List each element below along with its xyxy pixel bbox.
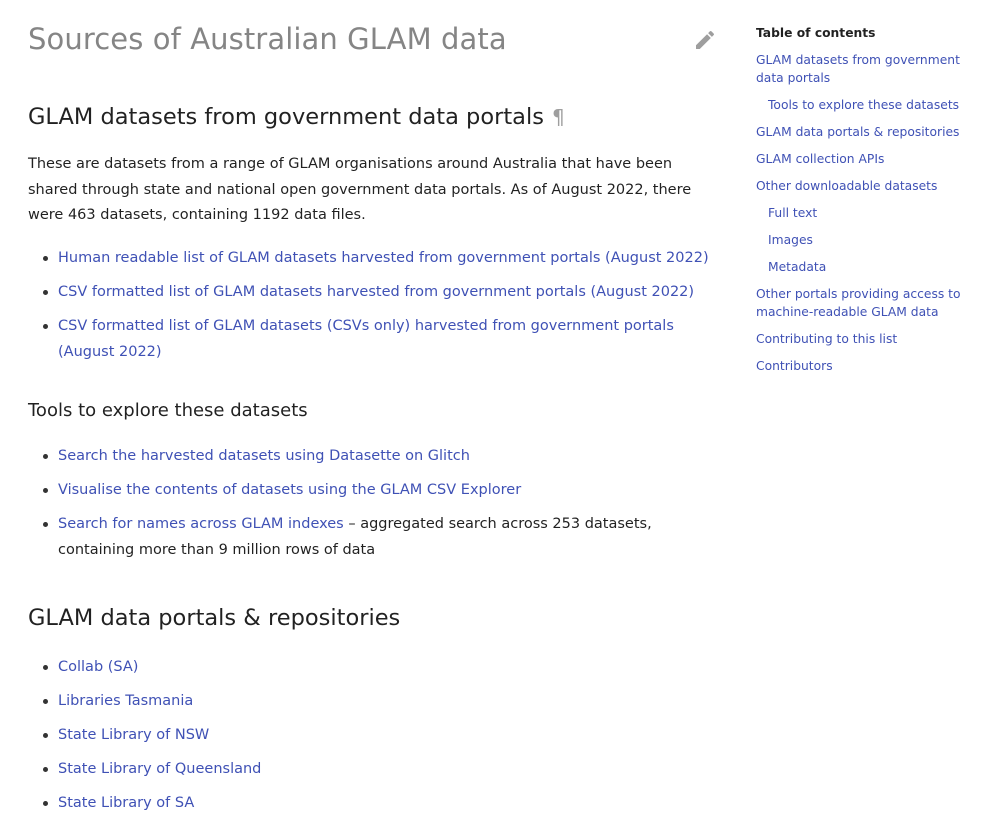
pencil-icon[interactable] — [693, 28, 717, 52]
toc-item — [756, 150, 976, 168]
link-csv-explorer[interactable]: Visualise the contents of datasets using the GLAM CSV Explorer — [58, 482, 522, 498]
bullet — [43, 454, 48, 459]
link-slsa[interactable]: State Library of SA — [58, 795, 195, 811]
portals-list — [28, 654, 718, 824]
link-slq[interactable]: State Library of Queensland — [58, 761, 262, 777]
link-csv-only-list[interactable]: CSV formatted list of GLAM datasets (CSVs only) harvested from government portals (August 2022) — [58, 318, 674, 360]
toc-item — [756, 51, 976, 87]
table-of-contents — [756, 24, 976, 384]
toc-link-government-portals[interactable]: GLAM datasets from government data portals — [756, 53, 960, 85]
section-heading-tools: Tools to explore these datasets — [28, 400, 308, 421]
link-human-readable-list[interactable]: Human readable list of GLAM datasets harvested from government portals (August 2022) — [58, 250, 709, 266]
toc-item — [756, 258, 976, 276]
toc-link-tools[interactable]: Tools to explore these datasets — [768, 98, 960, 112]
permalink-icon[interactable]: ¶ — [551, 105, 565, 129]
section-heading-government-portals — [28, 104, 565, 130]
toc-item — [756, 330, 976, 348]
toc-link-contributors[interactable]: Contributors — [756, 359, 833, 373]
toc-link-metadata[interactable]: Metadata — [768, 260, 827, 274]
toc-item — [756, 231, 976, 249]
bullet — [43, 733, 48, 738]
list-item — [28, 790, 718, 816]
bullet — [43, 665, 48, 670]
link-collab-sa[interactable]: Collab (SA) — [58, 659, 139, 675]
bullet — [43, 801, 48, 806]
bullet — [43, 488, 48, 493]
bullet — [43, 290, 48, 295]
list-item — [28, 756, 718, 782]
intro-paragraph: These are datasets from a range of GLAM organisations around Australia that have been shared through state and national open government data portals. As of August 2022, there were 463 datasets, containing 1192 data files. — [28, 156, 692, 224]
link-datasette[interactable]: Search the harvested datasets using Datasette on Glitch — [58, 448, 470, 464]
tools-list — [28, 443, 718, 571]
section-heading-portals-repositories: GLAM data portals & repositories — [28, 605, 401, 631]
bullet — [43, 256, 48, 261]
link-csv-list[interactable]: CSV formatted list of GLAM datasets harvested from government portals (August 2022) — [58, 284, 695, 300]
toc-item — [756, 96, 976, 114]
names-search-description: – aggregated search across 253 datasets, containing more than 9 million rows of data — [58, 516, 652, 558]
link-slnsw[interactable]: State Library of NSW — [58, 727, 210, 743]
toc-link-portals-repositories[interactable]: GLAM data portals & repositories — [756, 125, 960, 139]
toc-item — [756, 285, 976, 321]
link-libraries-tasmania[interactable]: Libraries Tasmania — [58, 693, 194, 709]
bullet — [43, 699, 48, 704]
toc-item — [756, 204, 976, 222]
bullet — [43, 767, 48, 772]
list-item — [28, 245, 718, 271]
list-item — [28, 279, 718, 305]
toc-link-other-portals[interactable]: Other portals providing access to machine-readable GLAM data — [756, 287, 961, 319]
toc-link-full-text[interactable]: Full text — [768, 206, 818, 220]
toc-link-contributing[interactable]: Contributing to this list — [756, 332, 898, 346]
section-heading-text: GLAM datasets from government data portals — [28, 104, 544, 130]
toc-link-images[interactable]: Images — [768, 233, 813, 247]
toc-item — [756, 177, 976, 195]
toc-item — [756, 123, 976, 141]
government-datasets-list — [28, 245, 718, 373]
bullet — [43, 522, 48, 527]
toc-link-collection-apis[interactable]: GLAM collection APIs — [756, 152, 885, 166]
list-item — [28, 722, 718, 748]
list-item — [28, 688, 718, 714]
list-item — [28, 477, 718, 503]
page-title: Sources of Australian GLAM data — [28, 22, 507, 56]
bullet — [43, 324, 48, 329]
list-item — [28, 511, 718, 563]
toc-title: Table of contents — [756, 26, 876, 40]
list-item — [28, 313, 718, 365]
toc-link-downloadable-datasets[interactable]: Other downloadable datasets — [756, 179, 938, 193]
toc-item — [756, 357, 976, 375]
link-names-search[interactable]: Search for names across GLAM indexes — [58, 516, 344, 532]
list-item — [28, 443, 718, 469]
list-item — [28, 654, 718, 680]
